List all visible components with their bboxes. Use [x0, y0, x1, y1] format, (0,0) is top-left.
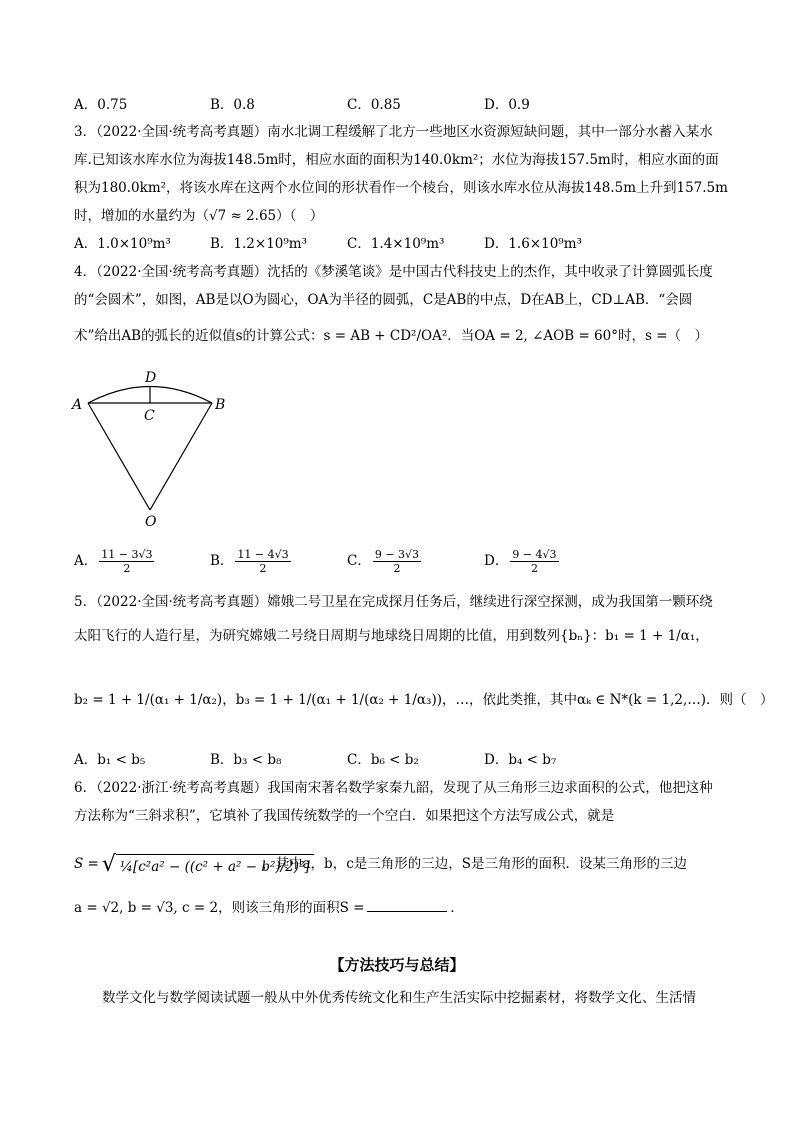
- q4-option-d: [484, 548, 561, 575]
- option-denominator: 2: [393, 562, 401, 575]
- q6-line-4: [74, 898, 464, 918]
- q3-line-4: 时，增加的水量约为（√7 ≈ 2.65）（ ）: [74, 208, 324, 224]
- q5-line-2: 太阳飞行的人造行星，为研究嫦娥二号绕日周期与地球绕日周期的比值，用到数列{bₙ}：b₁ = 1 + 1/α₁，: [74, 628, 709, 644]
- radius-oa: [88, 403, 150, 510]
- q3-option-b: B．1.2×10⁹m³: [210, 236, 308, 252]
- label-d: D: [145, 370, 157, 386]
- q3-option-a: A．1.0×10⁹m³: [74, 236, 171, 252]
- q2-option-b: B．0.8: [210, 97, 255, 113]
- q4-line-3: 术”给出AB的弧长的近似值s的计算公式：s = AB + CD²/OA²．当OA = 2, ∠AOB = 60°时，s =（ ）: [74, 328, 709, 344]
- option-denominator: 2: [530, 562, 538, 575]
- option-numerator: 11 − 4√3: [237, 548, 289, 561]
- formula-lead: S =: [74, 856, 99, 872]
- q4-line-2: 的“会圆术”，如图，AB是以O为圆心，OA为半径的圆弧，C是AB的中点，D在AB上，CD⊥AB．“会圆: [74, 292, 693, 308]
- q5-option-a: A．b₁ < b₅: [74, 752, 146, 768]
- formula-radicand: ¼[c²a² − ((c² + a² − b²)/2)²]: [116, 854, 314, 875]
- q5-option-b: B．b₃ < b₈: [210, 752, 282, 768]
- option-numerator: 11 − 3√3: [101, 548, 153, 561]
- option-letter: D．: [484, 553, 509, 569]
- circle-arc-figure: [60, 360, 240, 530]
- label-a: A: [72, 397, 83, 413]
- radius-ob: [150, 403, 212, 510]
- label-b: B: [215, 397, 226, 413]
- q6-line-1: 6．（2022·浙江·统考高考真题）我国南宋著名数学家秦九韶，发现了从三角形三边求面积的公式，他把这种: [74, 780, 713, 796]
- q3-line-3: 积为180.0km²，将该水库在这两个水位间的形状看作一个棱台，则该水库水位从海拔148.5m上升到157.5m: [74, 180, 728, 196]
- option-denominator: 2: [123, 562, 131, 575]
- q5-line-3: b₂ = 1 + 1/(α₁ + 1/α₂)，b₃ = 1 + 1/(α₁ + 1/(α₂ + 1/α₃))，…，依此类推，其中αₖ ∈ N*(k = 1,2,…)．则（ ）: [74, 692, 774, 708]
- q3-option-c: C．1.4×10⁹m³: [347, 236, 445, 252]
- option-letter: A．: [74, 553, 98, 569]
- section-heading: 【方法技巧与总结】: [329, 956, 465, 974]
- option-letter: C．: [347, 553, 371, 569]
- q6-line-2: 方法称为“三斜求积”，它填补了我国传统数学的一个空白．如果把这个方法写成公式，就是: [74, 808, 615, 824]
- answer-blank[interactable]: [367, 898, 447, 912]
- q3-line-2: 库.已知该水库水位为海拔148.5m时，相应水面的面积为140.0km²；水位为海拔157.5m时，相应水面的面: [74, 152, 719, 168]
- sqrt-icon: √: [101, 851, 116, 877]
- q2-option-a: A．0.75: [74, 97, 128, 113]
- summary-text: 数学文化与数学阅读试题一般从中外优秀传统文化和生产生活实际中挖掘素材，将数学文化、生活情: [102, 990, 696, 1006]
- option-denominator: 2: [259, 562, 267, 575]
- q6-line-3: ，其中a，b，c是三角形的三边，S是三角形的面积．设某三角形的三边: [262, 856, 687, 872]
- q4-option-a: [74, 548, 156, 575]
- q5-option-d: D．b₄ < b₇: [484, 752, 557, 768]
- q6-end-mark: ．: [450, 900, 464, 916]
- q3-option-d: D．1.6×10⁹m³: [484, 236, 582, 252]
- q2-option-d: D．0.9: [484, 97, 530, 113]
- option-numerator: 9 − 3√3: [374, 548, 420, 561]
- label-o: O: [145, 514, 157, 530]
- label-c: C: [144, 408, 155, 424]
- q3-line-1: 3．（2022·全国·统考高考真题）南水北调工程缓解了北方一些地区水资源短缺问题，其中一部分水蓄入某水: [74, 124, 713, 140]
- q4-option-b: [210, 548, 293, 575]
- q2-option-c: C．0.85: [347, 97, 401, 113]
- q4-option-c: [347, 548, 423, 575]
- q5-option-c: C．b₆ < b₂: [347, 752, 419, 768]
- q4-line-1: 4．（2022·全国·统考高考真题）沈括的《梦溪笔谈》是中国古代科技史上的杰作，其中收录了计算圆弧长度: [74, 264, 713, 280]
- q5-line-1: 5．（2022·全国·统考高考真题）嫦娥二号卫星在完成探月任务后，继续进行深空探测，成为我国第一颗环绕: [74, 594, 713, 610]
- q6-line-4-text: a = √2, b = √3, c = 2，则该三角形的面积S =: [74, 900, 365, 916]
- option-letter: B．: [210, 553, 234, 569]
- option-numerator: 9 − 4√3: [512, 548, 557, 561]
